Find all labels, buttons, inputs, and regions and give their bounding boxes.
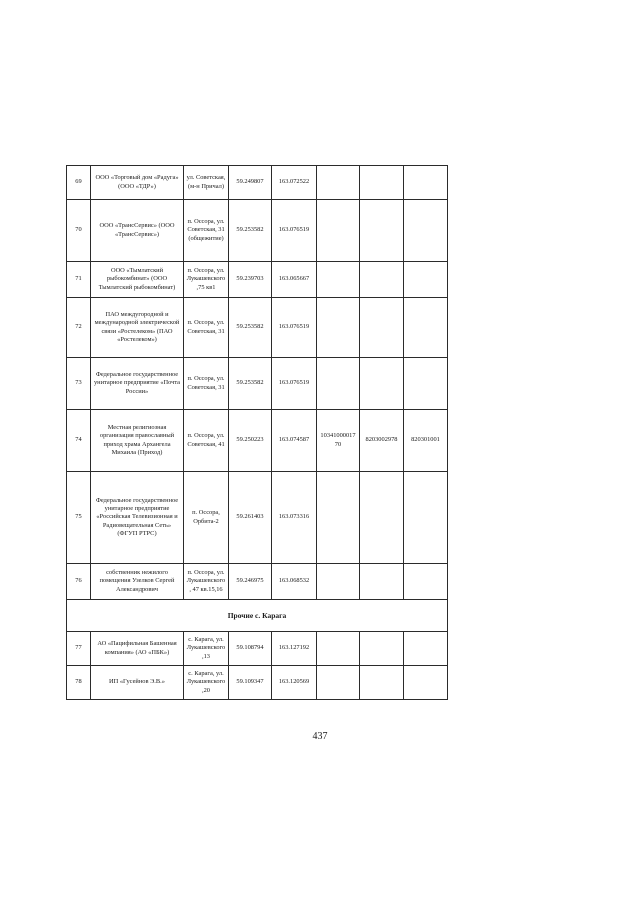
organization-name-cell: АО «Пацифильная Башенная компания» (АО «ПБК»)	[91, 632, 184, 666]
inn-code-cell	[360, 632, 404, 666]
inn-code-cell	[360, 298, 404, 358]
address-cell: п. Оссора, ул. Советская, 31 (общежитие)	[184, 200, 229, 262]
longitude-cell: 163.076519	[272, 298, 317, 358]
ogrn-code-cell	[317, 564, 360, 600]
inn-code-cell	[360, 564, 404, 600]
organization-name-cell: ООО «Тымлатский рыбокомбинат» (ООО Тымлатский рыбокомбинат)	[91, 262, 184, 298]
longitude-cell: 163.065667	[272, 262, 317, 298]
latitude-cell: 59.253582	[229, 358, 272, 410]
latitude-cell: 59.253582	[229, 200, 272, 262]
ogrn-code-cell: 1034100001770	[317, 410, 360, 472]
organization-name-cell: Федеральное государственное унитарное предприятие «Почта России»	[91, 358, 184, 410]
kpp-code-cell	[404, 166, 448, 200]
address-cell: п. Оссора, ул. Советская, 31	[184, 358, 229, 410]
longitude-cell: 163.076519	[272, 200, 317, 262]
organization-name-cell: Федеральное государственное унитарное предприятие «Российская Телевизионная и Радиовещательная Сеть» (ФГУП РТРС)	[91, 472, 184, 564]
inn-code-cell	[360, 472, 404, 564]
inn-code-cell	[360, 166, 404, 200]
ogrn-code-cell	[317, 166, 360, 200]
longitude-cell: 163.127192	[272, 632, 317, 666]
table-row	[67, 632, 448, 666]
section-title: Прочие с. Карага	[67, 600, 448, 632]
organization-name-cell: собственник нежилого помещения Узелков Сергей Александрович	[91, 564, 184, 600]
longitude-cell: 163.072522	[272, 166, 317, 200]
longitude-cell: 163.073316	[272, 472, 317, 564]
row-number-cell: 73	[67, 358, 91, 410]
longitude-cell: 163.120569	[272, 666, 317, 700]
address-cell: п. Оссора, ул. Советская, 31	[184, 298, 229, 358]
organization-name-cell: ООО «Торговый дом «Радуга» (ООО «ТДР»)	[91, 166, 184, 200]
latitude-cell: 59.253582	[229, 298, 272, 358]
ogrn-code-cell	[317, 262, 360, 298]
table-row	[67, 298, 448, 358]
organization-name-cell: ООО «ТрансСервис» (ООО «ТрансСервис»)	[91, 200, 184, 262]
row-number-cell: 71	[67, 262, 91, 298]
organization-name-cell: ПАО междугородной и международной электрической связи «Ростелеком» (ПАО «Ростелеком»)	[91, 298, 184, 358]
longitude-cell: 163.068532	[272, 564, 317, 600]
organization-name-cell: Местная религиозная организация православный приход храма Архангела Михаила (Приход)	[91, 410, 184, 472]
kpp-code-cell	[404, 358, 448, 410]
row-number-cell: 70	[67, 200, 91, 262]
ogrn-code-cell	[317, 200, 360, 262]
ogrn-code-cell	[317, 472, 360, 564]
kpp-code-cell	[404, 564, 448, 600]
latitude-cell: 59.250223	[229, 410, 272, 472]
inn-code-cell	[360, 200, 404, 262]
longitude-cell: 163.074587	[272, 410, 317, 472]
ogrn-code-cell	[317, 358, 360, 410]
kpp-code-cell	[404, 262, 448, 298]
address-cell: п. Оссора, ул. Советская, 41	[184, 410, 229, 472]
inn-code-cell	[360, 666, 404, 700]
organization-name-cell: ИП «Гусейнов Э.В.»	[91, 666, 184, 700]
table-row	[67, 358, 448, 410]
latitude-cell: 59.109347	[229, 666, 272, 700]
longitude-cell: 163.076519	[272, 358, 317, 410]
inn-code-cell: 8203002978	[360, 410, 404, 472]
row-number-cell: 78	[67, 666, 91, 700]
row-number-cell: 75	[67, 472, 91, 564]
row-number-cell: 77	[67, 632, 91, 666]
table-row	[67, 166, 448, 200]
kpp-code-cell	[404, 666, 448, 700]
row-number-cell: 74	[67, 410, 91, 472]
ogrn-code-cell	[317, 298, 360, 358]
section-row	[67, 600, 448, 632]
latitude-cell: 59.108794	[229, 632, 272, 666]
table-row	[67, 262, 448, 298]
table-row	[67, 564, 448, 600]
table-row	[67, 472, 448, 564]
latitude-cell: 59.246975	[229, 564, 272, 600]
kpp-code-cell	[404, 200, 448, 262]
inn-code-cell	[360, 358, 404, 410]
address-cell: п. Оссора, Орбита-2	[184, 472, 229, 564]
kpp-code-cell	[404, 472, 448, 564]
table-row	[67, 666, 448, 700]
latitude-cell: 59.261403	[229, 472, 272, 564]
address-cell: п. Оссора, ул. Лукашевского, 47 кв.15,16	[184, 564, 229, 600]
kpp-code-cell	[404, 632, 448, 666]
ogrn-code-cell	[317, 632, 360, 666]
kpp-code-cell	[404, 298, 448, 358]
facilities-table	[66, 165, 448, 700]
row-number-cell: 72	[67, 298, 91, 358]
table-row	[67, 200, 448, 262]
latitude-cell: 59.239703	[229, 262, 272, 298]
table-row	[67, 410, 448, 472]
address-cell: с. Карага, ул. Лукашевского,20	[184, 666, 229, 700]
row-number-cell: 69	[67, 166, 91, 200]
ogrn-code-cell	[317, 666, 360, 700]
kpp-code-cell: 820301001	[404, 410, 448, 472]
address-cell: п. Оссора, ул. Лукашевского,75 кв1	[184, 262, 229, 298]
inn-code-cell	[360, 262, 404, 298]
latitude-cell: 59.249807	[229, 166, 272, 200]
page-number: 437	[312, 731, 328, 742]
address-cell: с. Карага, ул. Лукашевского,13	[184, 632, 229, 666]
row-number-cell: 76	[67, 564, 91, 600]
address-cell: ул. Советская, (м-н Причал)	[184, 166, 229, 200]
